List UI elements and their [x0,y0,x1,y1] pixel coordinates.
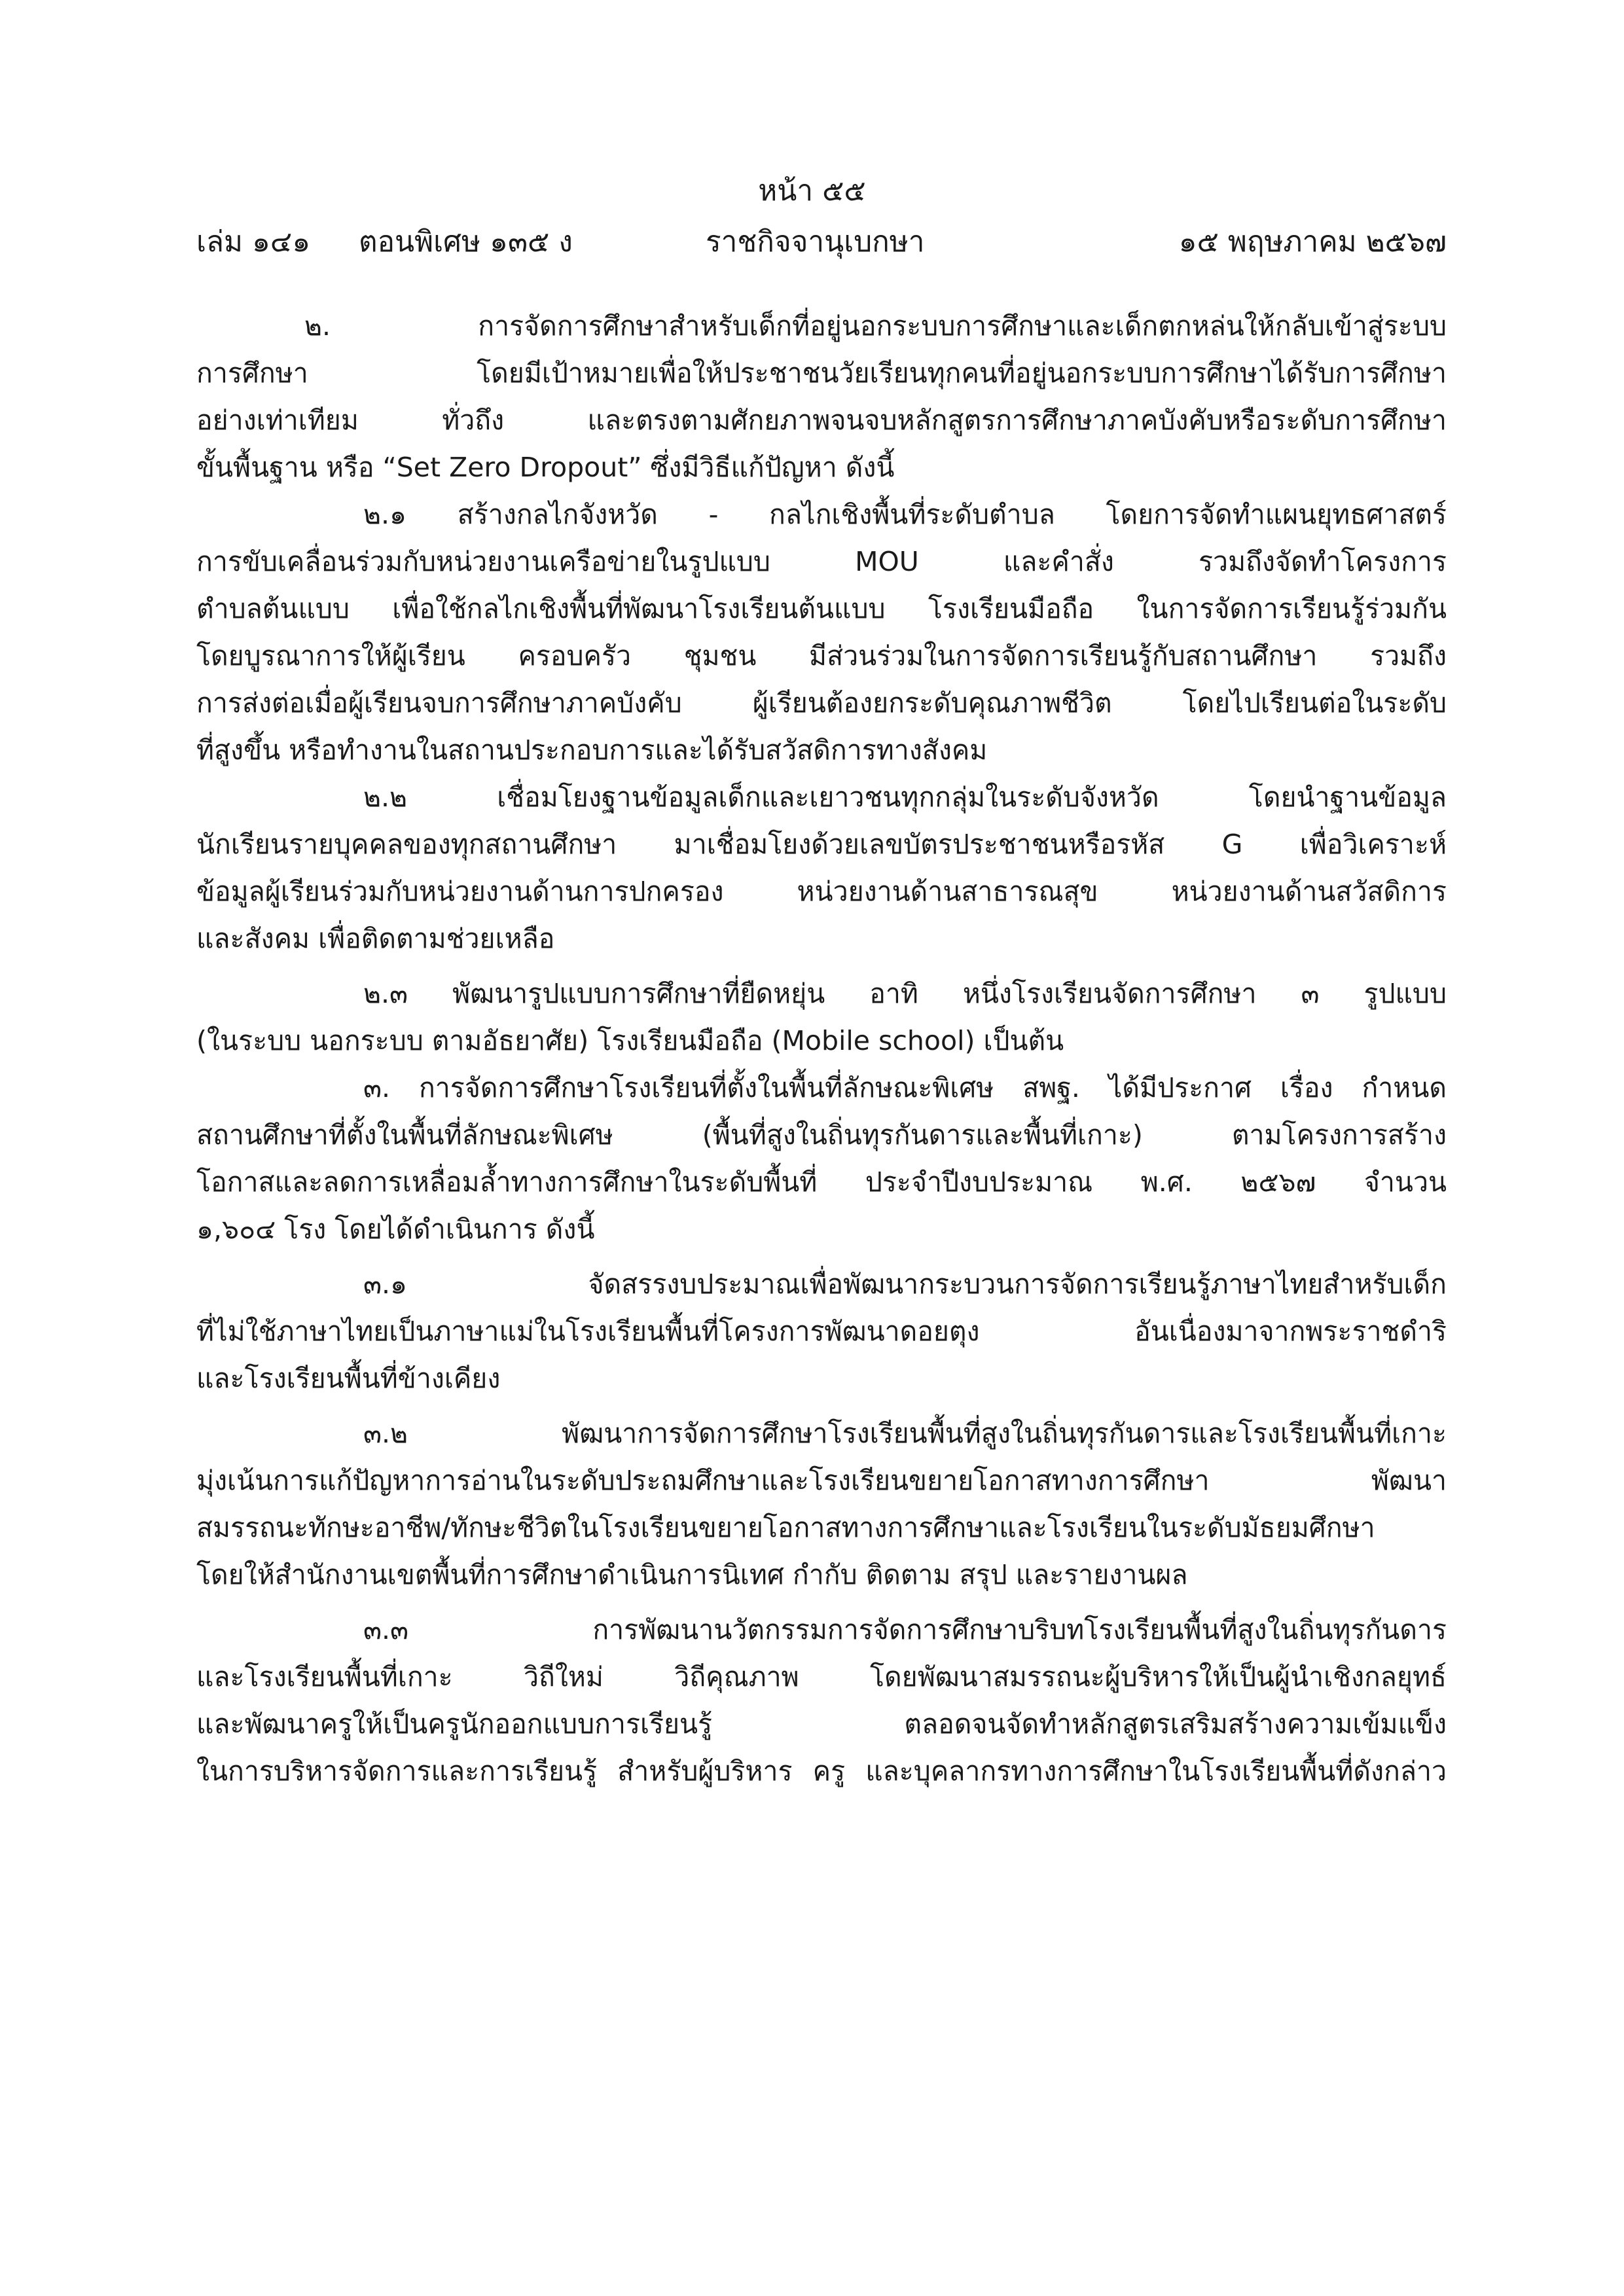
paragraph-item-3-3 [196,1606,1447,1795]
text-line: การขับเคลื่อนร่วมกับหน่วยงานเครือข่ายในรูปแบบ MOU และคำสั่ง รวมถึงจัดทำโครงการ [196,546,1447,577]
gazette-title: ราชกิจจานุเบกษา [706,225,925,259]
text-line: และโรงเรียนพื้นที่ข้างเคียง [196,1363,501,1394]
paragraph-item-3-2 [196,1410,1447,1598]
text-line: ที่สูงขึ้น หรือทำงานในสถานประกอบการและได้รับสวัสดิการทางสังคม [196,734,988,766]
text-line: โดยบูรณาการให้ผู้เรียน ครอบครัว ชุมชน มีส่วนร่วมในการจัดการเรียนรู้กับสถานศึกษา รวมถึง [196,640,1447,672]
page-number: หน้า ๕๕ [758,174,866,207]
text-line: ๒.๒ เชื่อมโยงฐานข้อมูลเด็กและเยาวชนทุกกลุ่มในระดับจังหวัด โดยนำฐานข้อมูล [363,781,1447,813]
paragraph-gap [196,1598,1447,1606]
paragraph-gap [196,1253,1447,1261]
text-line: สมรรถนะทักษะอาชีพ/ทักษะชีวิตในโรงเรียนขยายโอกาสทางการศึกษาและโรงเรียนในระดับมัธยมศึกษา [196,1512,1375,1543]
paragraph-item-3-1 [196,1261,1447,1402]
text-line: ที่ไม่ใช้ภาษาไทยเป็นภาษาแม่ในโรงเรียนพื้นที่โครงการพัฒนาดอยตุง อันเนื่องมาจากพระราชดำริ [196,1316,1447,1347]
text-line: มุ่งเน้นการแก้ปัญหาการอ่านในระดับประถมศึกษาและโรงเรียนขยายโอกาสทางการศึกษา พัฒนา [196,1465,1447,1496]
text-line: ตำบลต้นแบบ เพื่อใช้กลไกเชิงพื้นที่พัฒนาโรงเรียนต้นแบบ โรงเรียนมือถือ ในการจัดการเรียนรู้ร่วมกัน [196,593,1447,624]
text-line: สถานศึกษาที่ตั้งในพื้นที่ลักษณะพิเศษ (พื้นที่สูงในถิ่นทุรกันดารและพื้นที่เกาะ) ตามโครงการสร้าง [196,1119,1447,1151]
text-line: การส่งต่อเมื่อผู้เรียนจบการศึกษาภาคบังคับ ผู้เรียนต้องยกระดับคุณภาพชีวิต โดยไปเรียนต่อในระดับ [196,687,1447,719]
text-line: ๒.๑ สร้างกลไกจังหวัด - กลไกเชิงพื้นที่ระดับตำบล โดยการจัดทำแผนยุทธศาสตร์ [363,499,1447,530]
text-line: ๒. การจัดการศึกษาสำหรับเด็กที่อยู่นอกระบบการศึกษาและเด็กตกหล่นให้กลับเข้าสู่ระบบ [304,310,1447,342]
text-line: อย่างเท่าเทียม ทั่วถึง และตรงตามศักยภาพจนจบหลักสูตรการศึกษาภาคบังคับหรือระดับการศึกษา [196,404,1447,436]
text-line: ข้อมูลผู้เรียนร่วมกับหน่วยงานด้านการปกครอง หน่วยงานด้านสาธารณสุข หน่วยงานด้านสวัสดิการ [196,876,1447,907]
running-header [196,221,1447,263]
text-line: ๑,๖๐๔ โรง โดยได้ดำเนินการ ดังนี้ [196,1213,595,1245]
paragraph-item-2 [196,302,1447,491]
text-line: ในการบริหารจัดการและการเรียนรู้ สำหรับผู้บริหาร ครู และบุคลากรทางการศึกษาในโรงเรียนพื้นที่ดังกล่าว [196,1755,1447,1787]
text-line: โอกาสและลดการเหลื่อมล้ำทางการศึกษาในระดับพื้นที่ ประจำปีงบประมาณ พ.ศ. ๒๕๖๗ จำนวน [196,1166,1447,1198]
paragraph-item-3 [196,1064,1447,1253]
paragraph-gap [196,1402,1447,1410]
text-line: ขั้นพื้นฐาน หรือ “Set Zero Dropout” ซึ่งมีวิธีแก้ปัญหา ดังนี้ [196,452,895,483]
text-line: และสังคม เพื่อติดตามช่วยเหลือ [196,923,555,954]
text-line: ๓.๒ พัฒนาการจัดการศึกษาโรงเรียนพื้นที่สูงในถิ่นทุรกันดารและโรงเรียนพื้นที่เกาะ [363,1418,1447,1449]
text-line: นักเรียนรายบุคคลของทุกสถานศึกษา มาเชื่อมโยงด้วยเลขบัตรประชาชนหรือรหัส G เพื่อวิเคราะห์ [196,829,1447,860]
text-line: และพัฒนาครูให้เป็นครูนักออกแบบการเรียนรู้ ตลอดจนจัดทำหลักสูตรเสริมสร้างความเข้มแข็ง [196,1708,1447,1740]
text-line: การศึกษา โดยมีเป้าหมายเพื่อให้ประชาชนวัยเรียนทุกคนที่อยู่นอกระบบการศึกษาได้รับการศึกษา [196,357,1447,389]
text-line: และโรงเรียนพื้นที่เกาะ วิถีใหม่ วิถีคุณภาพ โดยพัฒนาสมรรถนะผู้บริหารให้เป็นผู้นำเชิงกลยุทธ์ [196,1661,1447,1693]
volume-label: เล่ม ๑๔๑ [196,225,311,259]
text-line: ๓.๑ จัดสรรงบประมาณเพื่อพัฒนากระบวนการจัดการเรียนรู้ภาษาไทยสำหรับเด็ก [363,1268,1447,1300]
paragraph-item-2-2 [196,774,1447,962]
text-line: ๒.๓ พัฒนารูปแบบการศึกษาที่ยืดหยุ่น อาทิ หนึ่งโรงเรียนจัดการศึกษา ๓ รูปแบบ [363,978,1447,1009]
text-line: โดยให้สำนักงานเขตพื้นที่การศึกษาดำเนินการนิเทศ กำกับ ติดตาม สรุป และรายงานผล [196,1559,1188,1590]
text-line: ๓.๓ การพัฒนานวัตกรรมการจัดการศึกษาบริบทโรงเรียนพื้นที่สูงในถิ่นทุรกันดาร [363,1614,1447,1645]
body-text [196,302,1447,1795]
publication-date: ๑๕ พฤษภาคม ๒๕๖๗ [1178,225,1447,259]
text-line: (ในระบบ นอกระบบ ตามอัธยาศัย) โรงเรียนมือถือ (Mobile school) เป็นต้น [196,1025,1064,1056]
paragraph-item-2-3 [196,970,1447,1064]
paragraph-item-2-1 [196,491,1447,774]
paragraph-gap [196,962,1447,970]
issue-label: ตอนพิเศษ ๑๓๕ ง [359,225,573,259]
text-line: ๓. การจัดการศึกษาโรงเรียนที่ตั้งในพื้นที่ลักษณะพิเศษ สพฐ. ได้มีประกาศ เรื่อง กำหนด [363,1072,1447,1103]
